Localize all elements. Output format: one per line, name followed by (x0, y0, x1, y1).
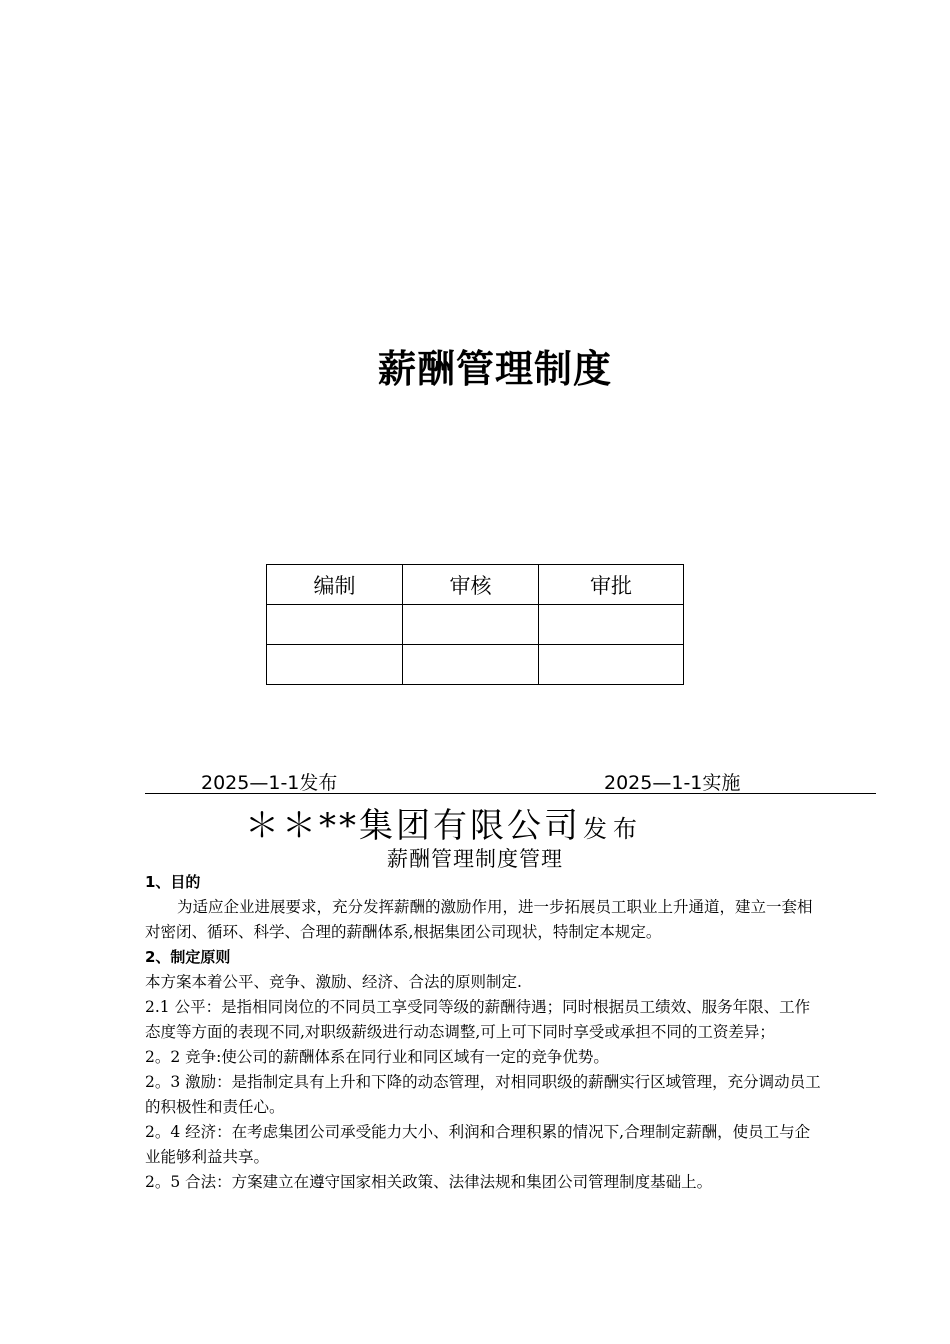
document-title: 薪酬管理制度 (377, 347, 612, 391)
principle-item-economy: 2。4 经济：在考虑集团公司承受能力大小、利润和合理积累的情况下,合理制定薪酬，使员工与企业能够利益共享。 (145, 1123, 811, 1166)
approval-table (266, 564, 684, 685)
table-cell (539, 645, 684, 685)
table-header-row (267, 565, 684, 605)
table-cell (539, 605, 684, 645)
table-header-compile: 编制 (267, 565, 403, 605)
table-cell (403, 645, 539, 685)
principle-item-incentive: 2。3 激励：是指制定具有上升和下降的动态管理，对相同职级的薪酬实行区域管理，充分调动员工的积极性和责任心。 (145, 1073, 821, 1116)
publish-date: 2025—1-1发布 (201, 772, 338, 794)
table-row (267, 645, 684, 685)
purpose-paragraph: 为适应企业进展要求，充分发挥薪酬的激励作用，进一步拓展员工职业上升通道，建立一套相对密闭、循环、科学、合理的薪酬体系,根据集团公司现状，特制定本规定。 (145, 898, 813, 941)
table-row (267, 605, 684, 645)
table-header-review: 审核 (403, 565, 539, 605)
principle-item-competition: 2。2 竞争:使公司的薪酬体系在同行业和同区域有一定的竞争优势。 (145, 1048, 609, 1066)
table-header-approve: 审批 (539, 565, 684, 605)
table-cell (403, 605, 539, 645)
section-subtitle: 薪酬管理制度管理 (387, 847, 563, 871)
effective-date: 2025—1-1实施 (604, 772, 741, 794)
company-publish-label: 发布 (583, 815, 643, 843)
company-name (245, 798, 643, 847)
divider (145, 793, 876, 794)
table-cell (267, 645, 403, 685)
principle-item-legality: 2。5 合法：方案建立在遵守国家相关政策、法律法规和集团公司管理制度基础上。 (145, 1173, 713, 1191)
principles-intro: 本方案本着公平、竞争、激励、经济、合法的原则制定. (145, 973, 522, 991)
document-body (145, 870, 825, 1195)
section-heading-purpose: 1、目的 (145, 873, 201, 891)
section-heading-principles: 2、制定原则 (145, 948, 231, 966)
company-name-text: ＊＊**集团有限公司 (245, 806, 581, 846)
principle-item-fairness: 2.1 公平：是指相同岗位的不同员工享受同等级的薪酬待遇；同时根据员工绩效、服务年限、工作态度等方面的表现不同,对职级薪级进行动态调整,可上可下同时享受或承担不同的工资差异； (145, 998, 811, 1041)
table-cell (267, 605, 403, 645)
